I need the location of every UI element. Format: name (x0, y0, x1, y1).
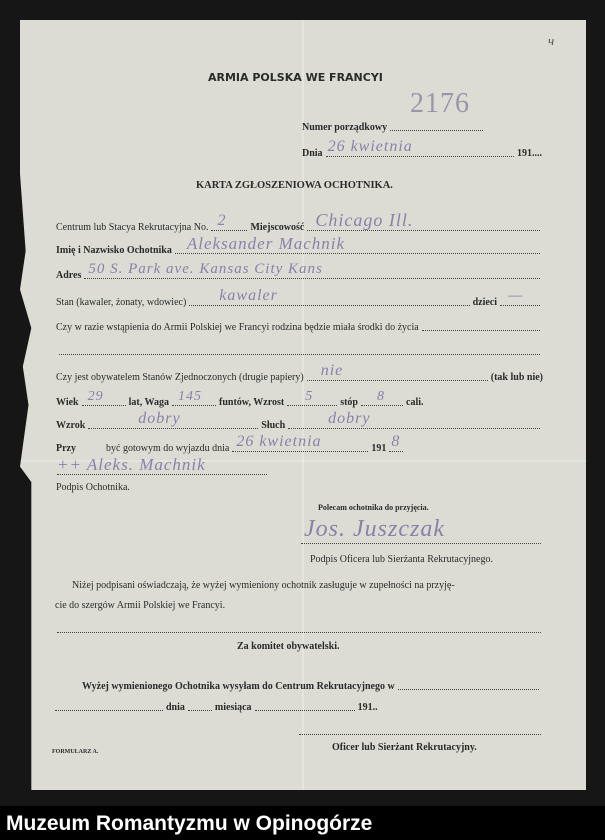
status-row (56, 287, 543, 309)
citizen-value: nie (320, 362, 344, 379)
corner-mark: ч (548, 33, 556, 48)
children-value: — (508, 287, 524, 304)
measures-row (56, 389, 424, 409)
declaration-line-1: Niżej podpisani oświadczają, że wyżej wymieniony ochotnik zasługuje w zupełności na przyję- (72, 580, 455, 591)
hearing-value: dobry (328, 410, 371, 427)
date-year: 191.... (517, 148, 542, 159)
citizen-label: Czy jest obywatelem Stanów Zjednoczonych (drugie papiery) (56, 372, 304, 383)
sight-value: dobry (138, 410, 181, 427)
officer-sign-label: Podpis Oficera lub Sierżanta Rekrutacyjnego. (310, 554, 493, 565)
officer-signature-dots (301, 543, 541, 544)
family-answer-line (56, 344, 543, 358)
signature-label: Podpis Ochotnika. (56, 482, 130, 493)
date-row (302, 138, 542, 160)
date-value: 26 kwietnia (327, 138, 413, 155)
inches-value: 8 (377, 389, 385, 404)
address-value: 50 S. Park ave. Kansas City Kans (88, 261, 323, 277)
dispatch-year: 191.. (357, 702, 378, 713)
citizen-row (56, 362, 543, 384)
name-row (56, 234, 543, 257)
address-row (56, 261, 543, 282)
dispatch-month-dots (255, 710, 355, 711)
dispatch-place-dots (398, 689, 539, 690)
miejscowosc-label: Miejscowość (250, 222, 305, 233)
centrum-label: Centrum lub Stacya Rekrutacyjna No. (56, 222, 209, 233)
inches-dots (361, 389, 403, 406)
name-value: Aleksander Machnik (186, 234, 346, 253)
signature-dots (57, 455, 267, 475)
form-title: KARTA ZGŁOSZENIOWA OCHOTNIKA. (196, 180, 393, 191)
ready-dots (232, 433, 368, 452)
age-unit: lat, Waga (128, 397, 169, 408)
officer-signature-line (298, 533, 544, 547)
museum-caption: Muzeum Romantyzmu w Opinogórze (6, 812, 373, 835)
age-value: 29 (87, 389, 104, 404)
recommend-label: Polecam ochotnika do przyjęcia. (318, 503, 429, 512)
form-code: FORMULARZ A. (52, 749, 99, 755)
name-label: Imię i Nazwisko Ochotnika (56, 245, 172, 256)
children-label: dzieci (472, 297, 497, 308)
dispatch-month-label: miesiąca (214, 702, 252, 713)
committee-label: Za komitet obywatelski. (237, 641, 340, 652)
document-title: ARMIA POLSKA WE FRANCYI (208, 71, 383, 84)
ready-year-value: 8 (391, 433, 401, 450)
dispatch-day-dots (188, 710, 212, 711)
date-label: Dnia (302, 148, 323, 159)
museum-caption-bar (0, 806, 605, 840)
children-dots (500, 287, 540, 306)
feet-value: 5 (305, 389, 314, 404)
date-dots (326, 138, 514, 157)
sight-label: Wzrok (56, 420, 86, 431)
address-dots (84, 261, 540, 279)
number-row (302, 120, 486, 134)
ready-value: 26 kwietnia (236, 433, 322, 450)
ready-year: 191 (371, 443, 387, 454)
volunteer-signature: ++ Aleks. Machnik (57, 455, 206, 474)
officer-signature: Jos. Juszczak (304, 516, 445, 542)
family-answer-dots (59, 354, 540, 355)
citizen-hint: (tak lub nie) (490, 372, 543, 383)
weight-dots (172, 389, 216, 406)
centrum-value: 2 (217, 212, 227, 229)
dispatch-row-1 (82, 679, 542, 693)
ready-label-1: Przy (56, 443, 76, 454)
address-label: Adres (56, 270, 82, 281)
family-dots (422, 330, 540, 331)
name-dots (175, 234, 540, 254)
age-label: Wiek (56, 397, 79, 408)
signature-line (54, 455, 270, 478)
number-value: 2176 (410, 88, 470, 119)
centrum-row (56, 210, 543, 234)
dispatch-prefix-dots (55, 710, 163, 711)
dispatch-officer-dots (299, 734, 541, 735)
family-label: Czy w razie wstąpienia do Armii Polskiej we Francyi rodzina będzie miała środki do życia (56, 322, 419, 333)
ready-label-2: być gotowym do wyjazdu dnia (106, 443, 230, 454)
dispatch-label: Wyżej wymienionego Ochotnika wysyłam do Centrum Rekrutacyjnego w (82, 681, 395, 692)
status-value: kawaler (219, 287, 278, 304)
status-label: Stan (kawaler, żonaty, wdowiec) (56, 297, 187, 308)
dispatch-officer-label: Oficer lub Sierżant Rekrutacyjny. (332, 742, 477, 753)
sight-dots (88, 410, 258, 429)
feet-dots (287, 389, 337, 406)
declaration-line-2: cie do szergów Armii Polskiej we Francyi. (55, 600, 226, 611)
senses-row (56, 410, 543, 432)
dispatch-officer-line (296, 724, 544, 738)
feet-unit: stóp (340, 397, 358, 408)
hearing-dots (288, 410, 540, 429)
status-dots (189, 287, 469, 306)
dispatch-row-2 (52, 700, 378, 714)
family-row (56, 320, 543, 334)
number-dots (390, 130, 483, 131)
ready-year-dots (389, 433, 403, 452)
centrum-dots (211, 212, 247, 231)
weight-unit: funtów, Wzrost (219, 397, 285, 408)
ready-row (56, 433, 406, 455)
committee-dots (57, 632, 541, 633)
miejscowosc-dots (307, 210, 540, 231)
committee-line (54, 622, 544, 636)
hearing-label: Słuch (261, 420, 286, 431)
citizen-dots (307, 362, 488, 381)
age-dots (82, 389, 126, 406)
dispatch-day-label: dnia (166, 702, 185, 713)
weight-value: 145 (178, 389, 202, 404)
inches-unit: cali. (406, 397, 424, 408)
miejscowosc-value: Chicago Ill. (315, 210, 414, 230)
number-label: Numer porządkowy (302, 122, 388, 133)
